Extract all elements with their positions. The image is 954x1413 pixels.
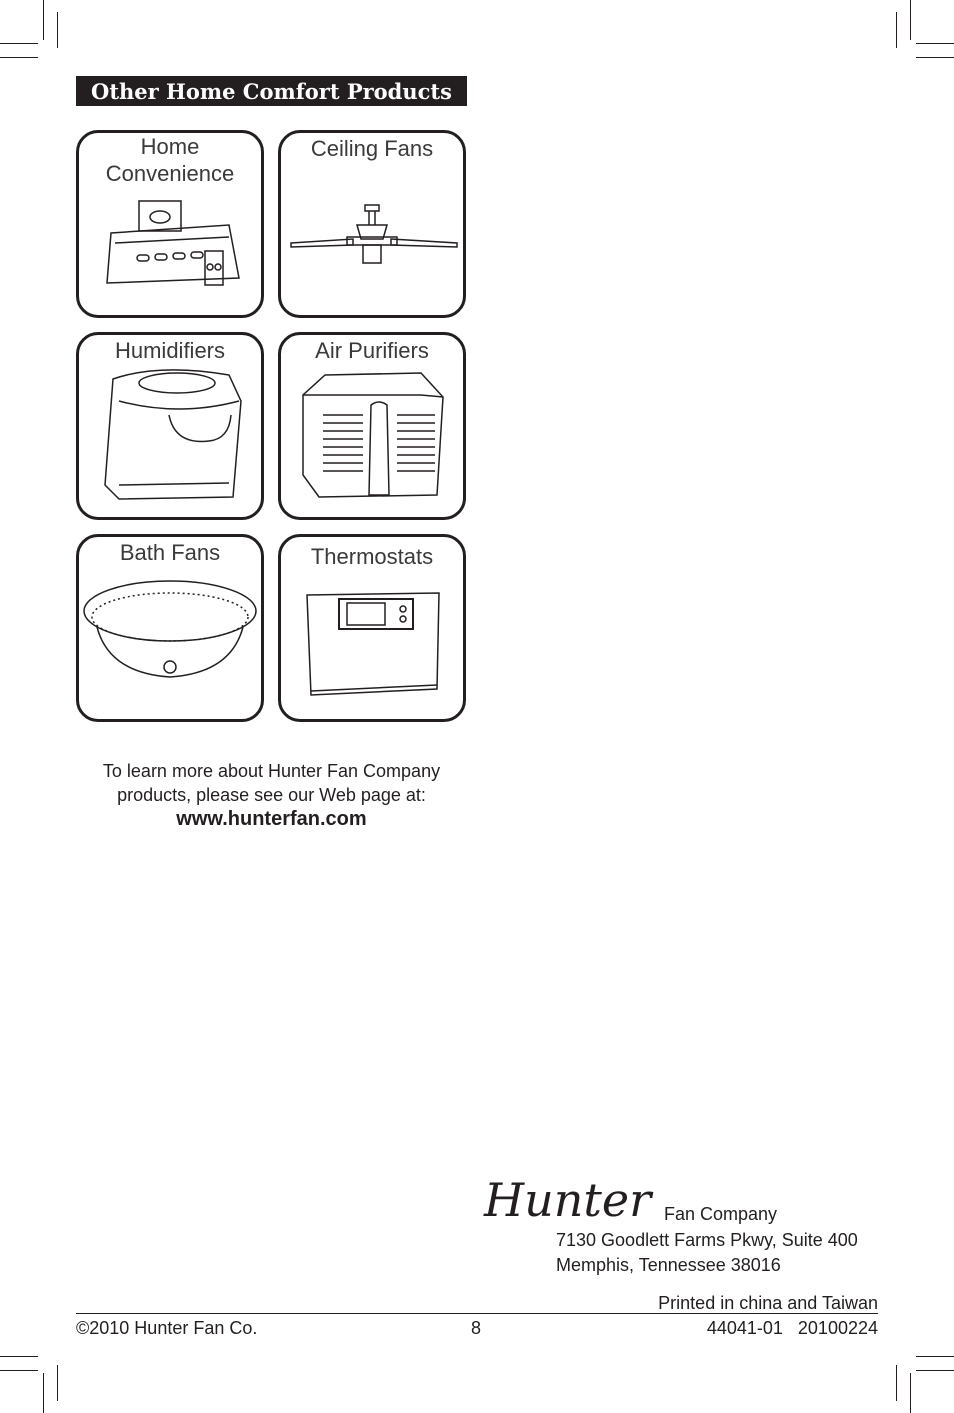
address-line-2: Memphis, Tennessee 38016 [556, 1255, 781, 1275]
card-label: Home Convenience [105, 134, 235, 186]
card-label: Ceiling Fans [310, 136, 434, 161]
product-card-bath-fans [76, 534, 264, 722]
website-link[interactable]: www.hunterfan.com [176, 808, 367, 830]
garage-door-opener-icon [79, 133, 261, 315]
air-purifier-icon [281, 335, 463, 517]
bath-fan-icon [79, 537, 261, 719]
doc-codes [600, 1317, 878, 1339]
section-header: Other Home Comfort Products [76, 76, 467, 106]
company-block [484, 1168, 884, 1288]
doc-code: 44041-01 [706, 1318, 783, 1338]
product-card-thermostats [278, 534, 466, 722]
product-card-humidifiers [76, 332, 264, 520]
date-code: 20100224 [797, 1318, 878, 1338]
address-line-1: 7130 Goodlett Farms Pkwy, Suite 400 [556, 1230, 858, 1250]
product-card-ceiling-fans [278, 130, 466, 318]
product-card-home-convenience [76, 130, 264, 318]
card-label: Air Purifiers [315, 338, 429, 363]
page-number: 8 [470, 1318, 481, 1338]
info-line-1: To learn more about Hunter Fan Company [102, 761, 441, 781]
footer-rule [76, 1313, 878, 1314]
hunter-logo: Hunter [484, 1173, 652, 1227]
info-line-2: products, please see our Web page at: [117, 785, 426, 805]
company-name: Fan Company [664, 1204, 778, 1224]
printed-note: Printed in china and Taiwan [658, 1293, 878, 1313]
card-label: Bath Fans [119, 540, 221, 565]
card-label: Humidifiers [114, 338, 226, 363]
ceiling-fan-icon [281, 133, 463, 315]
card-label: Thermostats [310, 544, 434, 569]
copyright: ©2010 Hunter Fan Co. [76, 1318, 258, 1338]
thermostat-icon [281, 537, 463, 719]
humidifier-icon [79, 335, 261, 517]
product-card-air-purifiers [278, 332, 466, 520]
